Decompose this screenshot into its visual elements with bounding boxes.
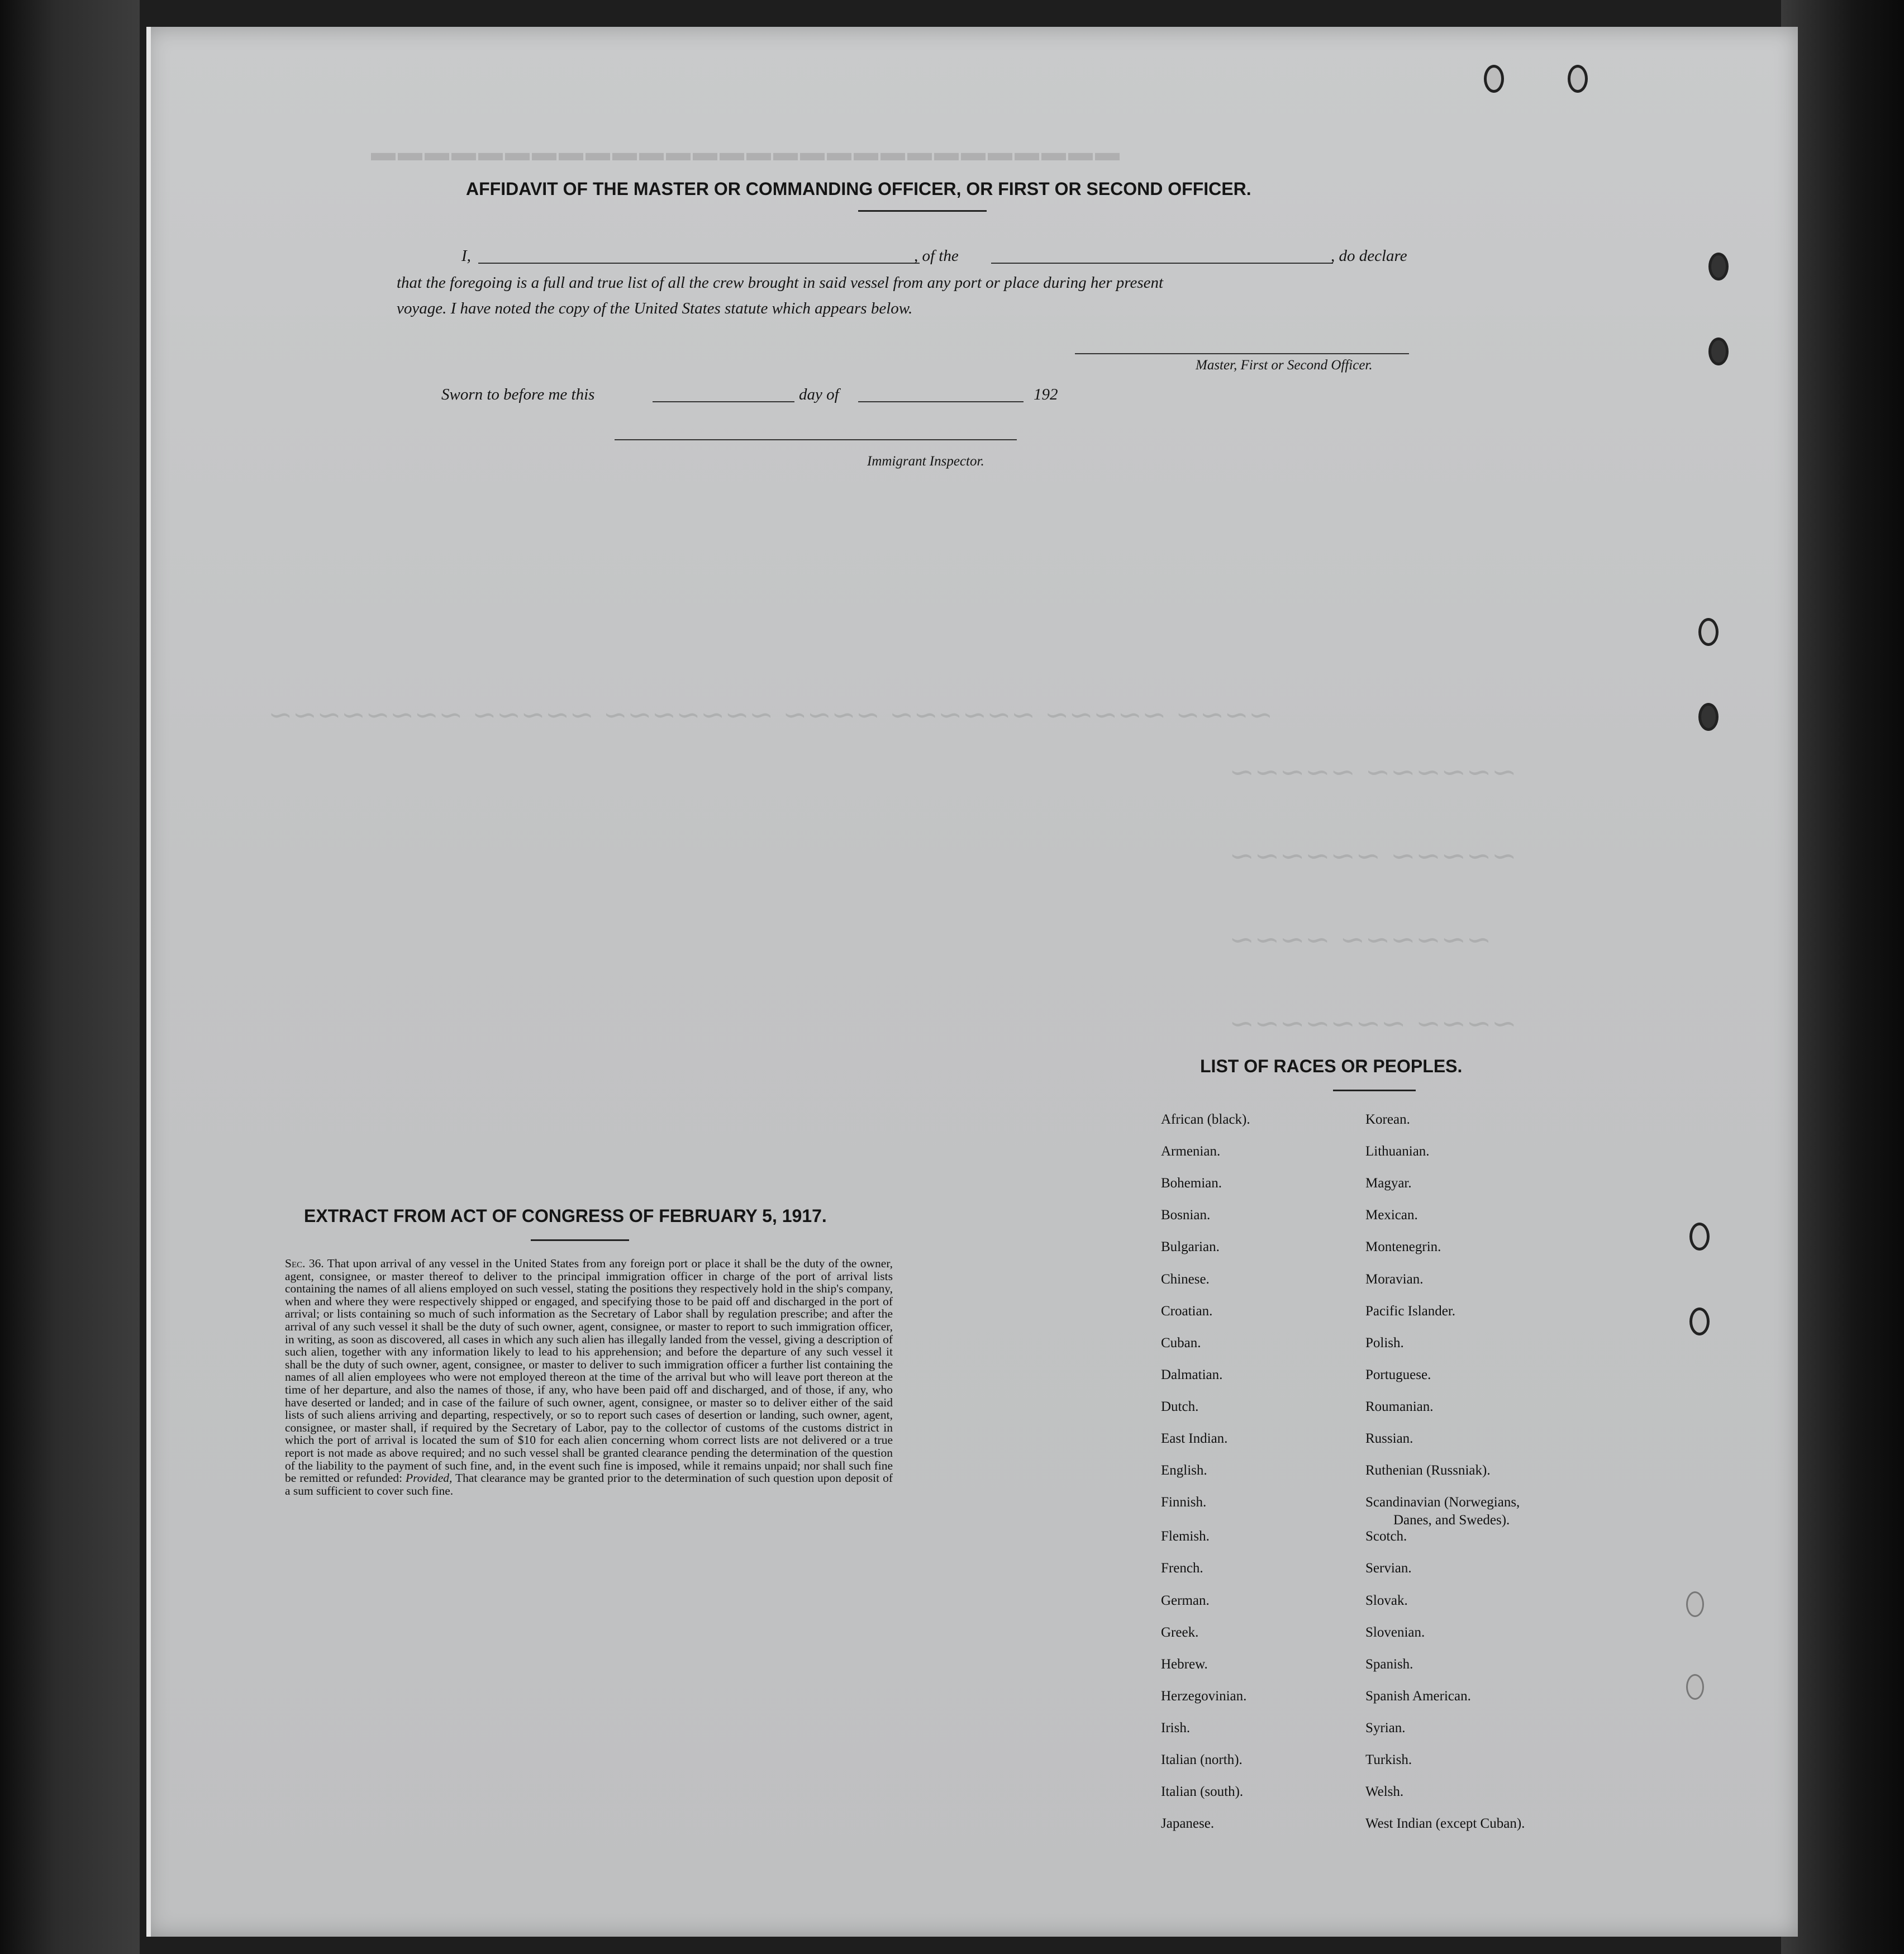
race-item: Bulgarian. xyxy=(1161,1239,1220,1255)
races-title: LIST OF RACES OR PEOPLES. xyxy=(1200,1056,1463,1076)
race-item: Scandinavian (Norwegians, xyxy=(1365,1495,1520,1510)
scan-border-right xyxy=(1781,0,1904,1954)
race-item: Flemish. xyxy=(1161,1529,1210,1544)
punch-hole xyxy=(1689,1308,1710,1335)
race-item: Armenian. xyxy=(1161,1144,1221,1159)
document-page xyxy=(146,27,1798,1937)
punch-hole xyxy=(1484,65,1504,93)
race-item: East Indian. xyxy=(1161,1431,1228,1446)
race-item: Bosnian. xyxy=(1161,1207,1211,1223)
race-item: Syrian. xyxy=(1365,1720,1406,1736)
punch-hole xyxy=(1686,1591,1704,1617)
extract-title-underline xyxy=(531,1239,629,1241)
race-item: Russian. xyxy=(1365,1431,1413,1446)
race-item: German. xyxy=(1161,1592,1210,1608)
race-item: Finnish. xyxy=(1161,1495,1207,1510)
affidavit-statement-line: voyage. I have noted the copy of the United States statute which appears below. xyxy=(397,299,913,317)
race-item: Roumanian. xyxy=(1365,1399,1434,1414)
affidavit-declare-label: , do declare xyxy=(1331,247,1407,265)
punch-hole xyxy=(1568,65,1588,93)
sworn-day-field[interactable] xyxy=(653,401,794,402)
race-item: Mexican. xyxy=(1365,1207,1418,1223)
race-item: Pacific Islander. xyxy=(1365,1303,1456,1319)
race-item: Portuguese. xyxy=(1365,1367,1431,1382)
vessel-name-field[interactable] xyxy=(991,263,1333,264)
punch-hole xyxy=(1689,1223,1710,1251)
race-item: Turkish. xyxy=(1365,1752,1412,1767)
punch-hole xyxy=(1708,337,1729,365)
sworn-year-label: 192 xyxy=(1034,386,1058,403)
race-item: Croatian. xyxy=(1161,1303,1213,1319)
sworn-label: Sworn to before me this xyxy=(441,386,595,403)
race-item: Spanish. xyxy=(1365,1656,1413,1672)
affidavit-of-the-label: , of the xyxy=(914,247,959,265)
race-item: Polish. xyxy=(1365,1335,1404,1351)
punch-hole xyxy=(1708,253,1729,280)
punch-hole xyxy=(1698,618,1719,646)
race-item: Bohemian. xyxy=(1161,1176,1222,1191)
race-item: Italian (north). xyxy=(1161,1752,1243,1767)
race-item: Italian (south). xyxy=(1161,1784,1244,1800)
race-item: Danes, and Swedes). xyxy=(1393,1513,1510,1528)
race-item: Greek. xyxy=(1161,1624,1199,1640)
inspector-signature-field[interactable] xyxy=(615,439,1017,440)
race-item: Welsh. xyxy=(1365,1784,1404,1800)
affidavit-title: AFFIDAVIT OF THE MASTER OR COMMANDING OFFICER, OR FIRST OR SECOND OFFICER. xyxy=(466,179,1251,199)
race-item: Slovenian. xyxy=(1365,1624,1425,1640)
extract-section-label: Sec. 36. xyxy=(285,1257,324,1270)
officer-signature-field[interactable] xyxy=(1075,353,1409,354)
extract-body xyxy=(285,1257,893,1497)
race-item: Japanese. xyxy=(1161,1816,1215,1832)
race-item: Irish. xyxy=(1161,1720,1191,1736)
scan-border-left xyxy=(0,0,140,1954)
sworn-month-field[interactable] xyxy=(858,401,1024,402)
race-item: Montenegrin. xyxy=(1365,1239,1441,1255)
race-item: Cuban. xyxy=(1161,1335,1201,1351)
punch-hole xyxy=(1698,703,1719,731)
races-title-underline xyxy=(1333,1090,1416,1091)
race-item: Korean. xyxy=(1365,1112,1410,1127)
sworn-day-of-label: day of xyxy=(799,386,839,403)
race-item: Slovak. xyxy=(1365,1592,1408,1608)
punch-hole xyxy=(1686,1674,1704,1700)
affidavit-i-label: I, xyxy=(461,247,471,265)
race-item: African (black). xyxy=(1161,1112,1250,1127)
race-item: Chinese. xyxy=(1161,1271,1210,1287)
affidavit-title-underline xyxy=(858,210,987,212)
race-item: Dalmatian. xyxy=(1161,1367,1223,1382)
race-item: English. xyxy=(1161,1463,1207,1478)
extract-body-text: That upon arrival of any vessel in the United States from any foreign port or place it shall be the duty of the owner, agent, consignee, or master thereof to deliver to the principal immigration officer in charge of the port of arrival lists containing the names of all aliens employed on such vessel, stating the positions they respectively hold in the ship's company, when and where they were respectively shipped or engaged, and specifying those to be paid off and discharged in the port of arrival; or lists containing so much of such information as the Secretary of Labor shall by regulation prescribe; and after the arrival of any such vessel it shall be the duty of such owner, agent, consignee, or master to report to such immigration officer, in writing, as soon as discovered, all cases in which any such alien has illegally landed from the vessel, giving a description of such alien, together with any information likely to lead to his apprehension; and before the departure of any such vessel it shall be the duty of such owner, agent, consignee, or master to deliver to such immigration officer a further list containing the names of all alien employees who were not employed thereon at the time of the arrival but who will leave port thereon at the time of her departure, and also the names of those, if any, who have been paid off and discharged, and of those, if any, who have deserted or landed; and in case of the failure of such owner, agent, consignee, or master so to deliver either of the said lists of such aliens arriving and departing, respectively, or so to report such cases of desertion or landing, such owner, agent, consignee, or master shall, if required by the Secretary of Labor, pay to the collector of customs of the customs district in which the port of arrival is located the sum of $10 for each alien concerning whom correct lists are not delivered or a true report is not made as above required; and no such vessel shall be granted clearance pending the determination of the question of the liability to the payment of such fine, and, in the event such fine is imposed, while it remains unpaid; nor shall such fine be remitted or refunded: xyxy=(285,1257,893,1485)
inspector-signature-label: Immigrant Inspector. xyxy=(867,454,984,469)
extract-title: EXTRACT FROM ACT OF CONGRESS OF FEBRUARY 5, 1917. xyxy=(304,1206,827,1226)
race-item: Ruthenian (Russniak). xyxy=(1365,1463,1491,1478)
race-item: Scotch. xyxy=(1365,1529,1407,1544)
race-item: Magyar. xyxy=(1365,1176,1412,1191)
page-edge xyxy=(146,27,151,1937)
race-item: Moravian. xyxy=(1365,1271,1424,1287)
race-item: Spanish American. xyxy=(1365,1688,1471,1704)
affidavit-statement-line: that the foregoing is a full and true list of all the crew brought in said vessel from any port or place during her present xyxy=(397,274,1164,292)
race-item: Servian. xyxy=(1365,1561,1412,1576)
race-item: Hebrew. xyxy=(1161,1656,1208,1672)
race-item: West Indian (except Cuban). xyxy=(1365,1816,1525,1832)
race-item: French. xyxy=(1161,1561,1203,1576)
race-item: Herzegovinian. xyxy=(1161,1688,1247,1704)
race-item: Dutch. xyxy=(1161,1399,1199,1414)
officer-name-field[interactable] xyxy=(478,263,920,264)
race-item: Lithuanian. xyxy=(1365,1144,1430,1159)
extract-provided-term: Provided, xyxy=(406,1471,453,1485)
officer-signature-label: Master, First or Second Officer. xyxy=(1196,358,1373,373)
extract-body-end: That clearance may be granted prior to the determination of such question upon deposit of a sum sufficient to cover such fine. xyxy=(285,1471,893,1497)
